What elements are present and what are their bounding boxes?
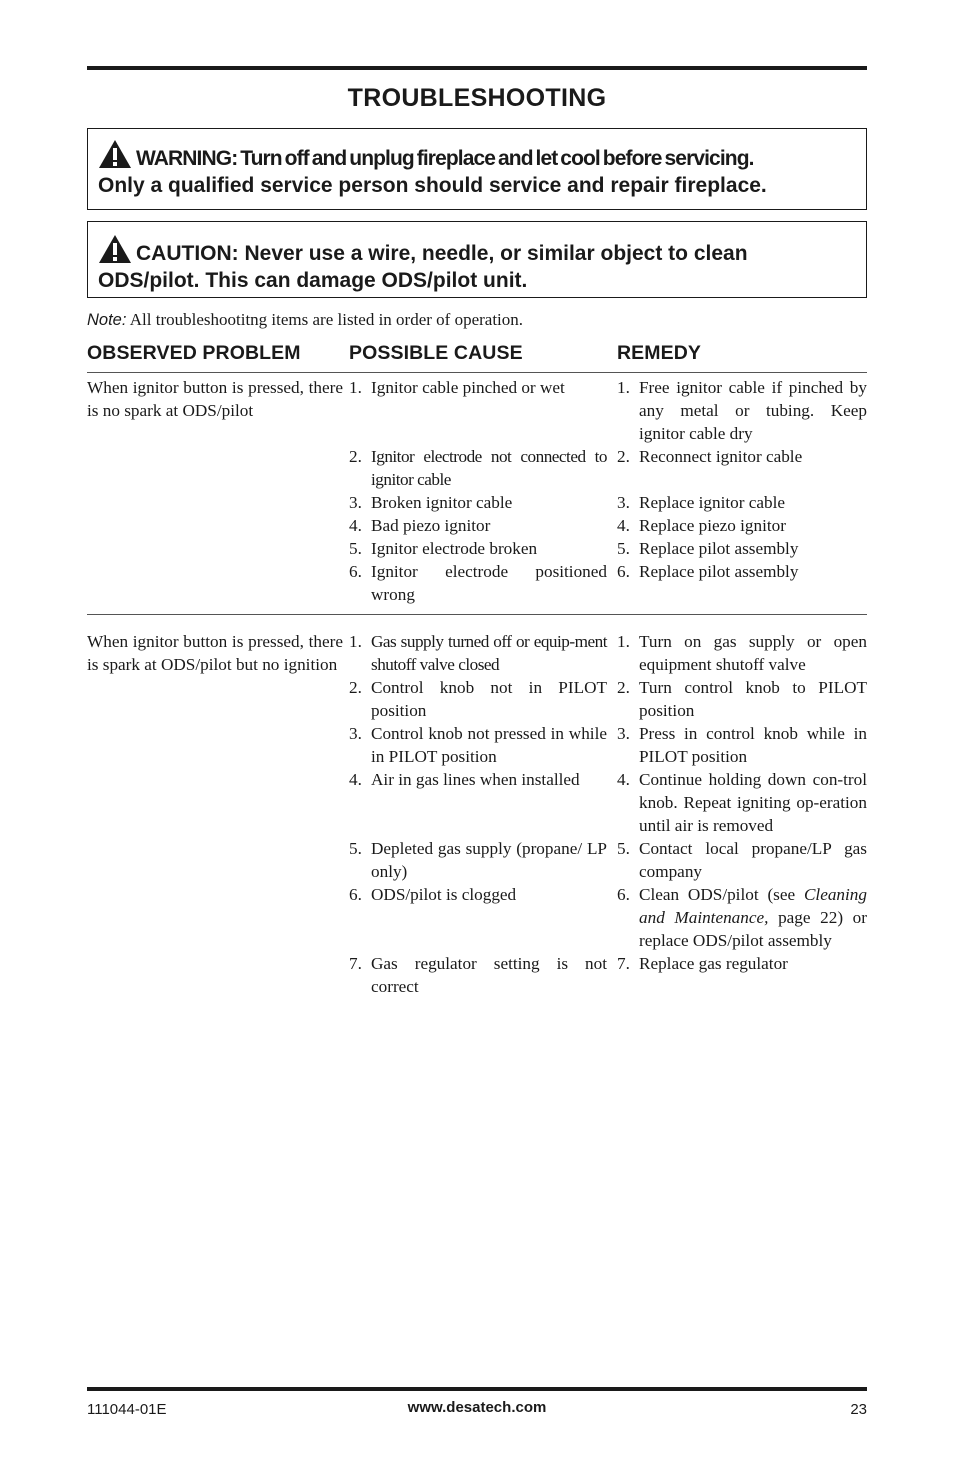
remedy-text: Replace pilot assembly (639, 562, 799, 581)
cause-text: Ignitor electrode broken (371, 539, 538, 558)
remedy-item (617, 837, 867, 883)
cause-item (349, 722, 617, 768)
remedy-item (617, 768, 867, 837)
document-number: 111044-01E (87, 1401, 167, 1418)
remedy-text: Continue holding down con-trol knob. Repeat igniting op-eration until air is removed (639, 770, 867, 835)
remedy-text: Reconnect ignitor cable (639, 447, 803, 466)
remedy-item (617, 376, 867, 445)
cause-number: 2. (349, 678, 362, 697)
cause-number: 6. (349, 562, 362, 581)
cause-item (349, 445, 617, 491)
table-section (87, 373, 867, 615)
cause-item (349, 952, 617, 998)
remedy-text: Free ignitor cable if pinched by any metal or tubing. Keep ignitor cable dry (639, 378, 867, 443)
caution-triangle-icon (98, 234, 132, 264)
remedy-list (617, 630, 867, 998)
remedy-text (639, 883, 867, 952)
cause-text: Air in gas lines when installed (371, 770, 580, 789)
observed-problem: When ignitor button is pressed, there is no spark at ODS/pilot (87, 378, 343, 420)
remedy-item (617, 722, 867, 768)
remedy-item (617, 676, 867, 722)
page-number: 23 (850, 1401, 867, 1418)
remedy-text: Press in control knob while in PILOT position (639, 724, 867, 766)
remedy-item (617, 537, 867, 560)
website-link[interactable]: www.desatech.com (407, 1399, 547, 1416)
cause-text: Gas supply turned off or equip-ment shutoff valve closed (371, 632, 607, 674)
remedy-item (617, 630, 867, 676)
cause-number: 1. (349, 378, 362, 397)
cause-item (349, 514, 617, 537)
remedy-item (617, 514, 867, 537)
cause-text: Control knob not pressed in while in PILOT position (371, 724, 607, 766)
remedy-text: Contact local propane/LP gas company (639, 839, 867, 881)
caution-line-2: ODS/pilot. This can damage ODS/pilot unit. (98, 269, 528, 292)
cause-list (349, 376, 617, 614)
cause-text: Bad piezo ignitor (371, 516, 491, 535)
warning-line-1: WARNING: Turn off and unplug fireplace and let cool before servicing. (136, 147, 754, 170)
cause-item (349, 676, 617, 722)
remedy-text: Replace piezo ignitor (639, 516, 786, 535)
observed-problem: When ignitor button is pressed, there is spark at ODS/pilot but no ignition (87, 632, 343, 674)
remedy-number: 6. (617, 885, 630, 904)
note-text: All troubleshootitng items are listed in order of operation. (129, 310, 524, 329)
troubleshooting-page (87, 66, 867, 998)
remedy-text-part: Clean ODS/pilot (see (639, 885, 804, 904)
remedy-number: 5. (617, 839, 630, 858)
cause-text: Ignitor electrode positioned wrong (371, 562, 607, 604)
cause-text: Ignitor electrode not connected to ignitor cable (371, 447, 607, 489)
table-header (87, 342, 867, 373)
remedy-number: 1. (617, 632, 630, 651)
remedy-number: 1. (617, 378, 630, 397)
cause-text: Depleted gas supply (propane/ LP only) (371, 839, 607, 881)
cause-number: 1. (349, 632, 362, 651)
remedy-text: Turn control knob to PILOT position (639, 678, 867, 720)
cause-text: Control knob not in PILOT position (371, 678, 607, 720)
cause-text: Broken ignitor cable (371, 493, 513, 512)
cause-text: Gas regulator setting is not correct (371, 954, 607, 996)
cause-list (349, 630, 617, 998)
cause-number: 3. (349, 724, 362, 743)
cause-number: 3. (349, 493, 362, 512)
remedy-number: 2. (617, 678, 630, 697)
table-section (87, 615, 867, 998)
warning-line-2: Only a qualified service person should service and repair fireplace. (98, 174, 767, 197)
remedy-number: 3. (617, 493, 630, 512)
warning-box (87, 128, 867, 210)
remedy-number: 4. (617, 770, 630, 789)
cause-item (349, 883, 617, 906)
cause-number: 5. (349, 839, 362, 858)
cause-number: 7. (349, 954, 362, 973)
remedy-text: Replace gas regulator (639, 954, 788, 973)
header-remedy: REMEDY (617, 342, 702, 364)
cause-item (349, 630, 617, 676)
remedy-item (617, 883, 867, 952)
remedy-item (617, 445, 867, 468)
remedy-item (617, 952, 867, 975)
cause-item (349, 560, 617, 606)
caution-box (87, 221, 867, 298)
note (87, 310, 867, 332)
cause-number: 5. (349, 539, 362, 558)
remedy-number: 5. (617, 539, 630, 558)
cause-number: 2. (349, 447, 362, 466)
remedy-text: Turn on gas supply or open equipment shutoff valve (639, 632, 867, 674)
note-label: Note: (87, 311, 127, 329)
cause-number: 6. (349, 885, 362, 904)
cause-item (349, 537, 617, 560)
cause-item (349, 376, 617, 399)
remedy-number: 7. (617, 954, 630, 973)
page-title: TROUBLESHOOTING (347, 84, 607, 112)
cause-number: 4. (349, 770, 362, 789)
caution-line-1: CAUTION: Never use a wire, needle, or similar object to clean (136, 242, 748, 265)
cause-text: Ignitor cable pinched or wet (371, 378, 565, 397)
remedy-text-reference: Cleaning and Maintenance, (639, 885, 867, 927)
remedy-text: Replace ignitor cable (639, 493, 786, 512)
remedy-number: 3. (617, 724, 630, 743)
warning-triangle-icon (98, 139, 132, 169)
top-rule (87, 66, 867, 70)
remedy-item (617, 491, 867, 514)
remedy-text-part: page 22) or replace ODS/pilot assembly (639, 908, 867, 950)
cause-item (349, 837, 617, 883)
header-observed-problem: OBSERVED PROBLEM (87, 342, 301, 364)
cause-item (349, 768, 617, 791)
cause-item (349, 491, 617, 514)
page-footer (87, 1387, 867, 1421)
remedy-number: 6. (617, 562, 630, 581)
cause-text: ODS/pilot is clogged (371, 885, 517, 904)
header-possible-cause: POSSIBLE CAUSE (349, 342, 523, 364)
remedy-number: 2. (617, 447, 630, 466)
remedy-list (617, 376, 867, 614)
cause-number: 4. (349, 516, 362, 535)
remedy-text: Replace pilot assembly (639, 539, 799, 558)
remedy-number: 4. (617, 516, 630, 535)
remedy-item (617, 560, 867, 583)
